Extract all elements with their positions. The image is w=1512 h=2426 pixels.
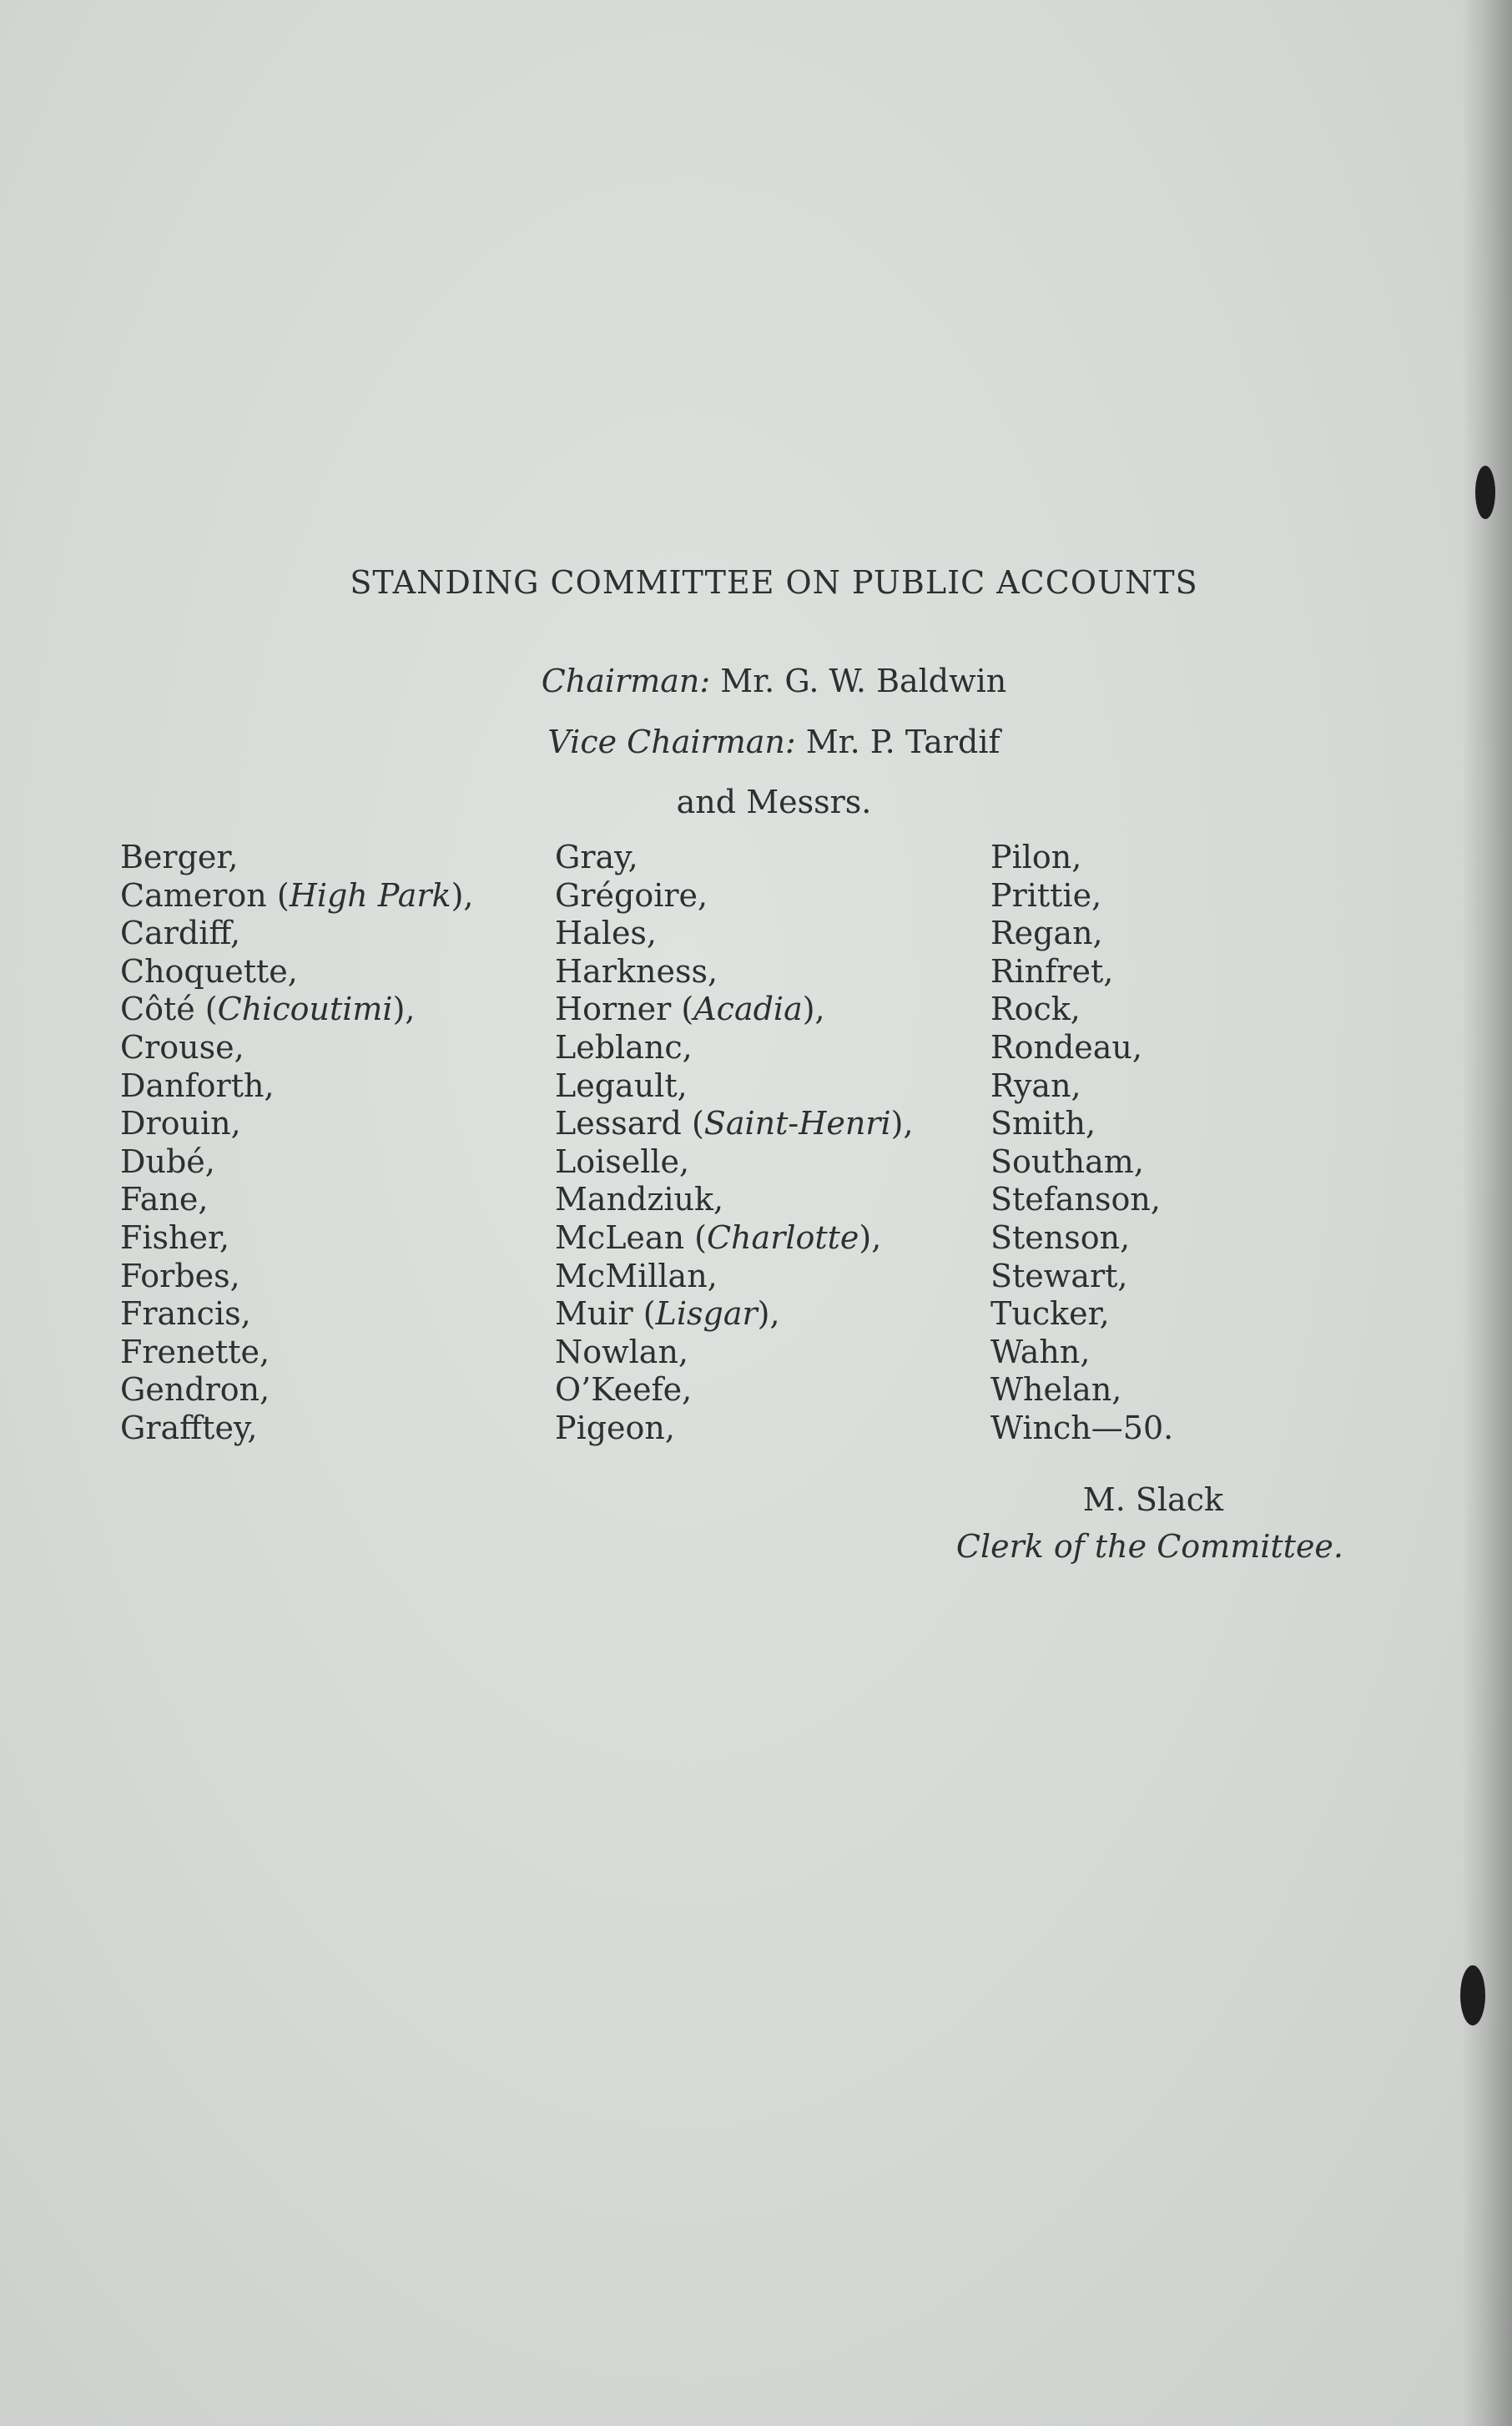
member-entry	[555, 877, 914, 915]
member-entry	[555, 1334, 914, 1372]
members-column-1	[120, 839, 473, 1448]
member-entry	[555, 1067, 914, 1106]
member-name: Mandziuk,	[555, 1181, 724, 1218]
and-messrs: and Messrs.	[676, 784, 872, 820]
member-entry	[555, 915, 914, 953]
vice-chairman-line	[0, 724, 1512, 760]
member-name: Frenette,	[120, 1333, 270, 1370]
member-entry	[990, 991, 1173, 1029]
member-name: Crouse,	[120, 1028, 244, 1066]
member-name: Southam,	[990, 1142, 1144, 1180]
members-column-2	[555, 839, 914, 1448]
member-entry	[120, 839, 473, 877]
member-entry	[120, 1258, 473, 1296]
member-name: Regan,	[990, 915, 1103, 952]
member-name: Horner (	[555, 991, 694, 1028]
member-name: McLean (	[555, 1218, 707, 1256]
member-name: Nowlan,	[555, 1333, 689, 1370]
member-name: Fane,	[120, 1181, 209, 1218]
member-entry	[120, 1219, 473, 1258]
member-entry	[555, 1219, 914, 1258]
member-entry	[555, 1295, 914, 1334]
member-name: McMillan,	[555, 1257, 718, 1294]
member-district: Acadia	[693, 991, 803, 1028]
member-name: Drouin,	[120, 1105, 241, 1142]
member-entry	[120, 1143, 473, 1182]
member-entry	[120, 1067, 473, 1106]
member-entry	[990, 1371, 1173, 1410]
member-district: Chicoutimi	[217, 991, 393, 1028]
member-entry	[555, 1105, 914, 1143]
member-name: Loiselle,	[555, 1142, 690, 1180]
member-name: O’Keefe,	[555, 1371, 693, 1409]
member-entry	[555, 1029, 914, 1067]
member-entry	[555, 1258, 914, 1296]
member-name: Legault,	[555, 1067, 688, 1104]
member-name: Côté (	[120, 991, 218, 1028]
member-entry	[120, 1181, 473, 1219]
clerk-title: Clerk of the Committee.	[955, 1528, 1343, 1565]
member-entry	[120, 1295, 473, 1334]
member-entry	[555, 1181, 914, 1219]
member-district-close: ),	[757, 1295, 780, 1333]
member-entry	[555, 1371, 914, 1410]
member-entry	[555, 1143, 914, 1182]
member-entry	[120, 1334, 473, 1372]
member-entry	[555, 953, 914, 991]
member-name: Stenson,	[990, 1218, 1131, 1256]
member-district: Lisgar	[655, 1295, 758, 1333]
member-district: Charlotte	[706, 1218, 859, 1256]
member-name: Leblanc,	[555, 1028, 693, 1066]
member-name: Ryan,	[990, 1067, 1081, 1104]
member-name: Lessard (	[555, 1105, 704, 1142]
member-entry	[120, 877, 473, 915]
member-district-close: ),	[802, 991, 825, 1028]
member-entry	[990, 877, 1173, 915]
binding-hole-bottom	[1460, 1965, 1485, 2025]
member-name: Cameron (	[120, 876, 290, 914]
member-entry	[555, 839, 914, 877]
chairman-name: Mr. G. W. Baldwin	[720, 663, 1007, 699]
member-entry	[990, 1181, 1173, 1219]
member-name: Rinfret,	[990, 952, 1114, 990]
member-name: Francis,	[120, 1295, 251, 1333]
member-name: Prittie,	[990, 876, 1102, 914]
member-entry	[120, 953, 473, 991]
member-entry	[990, 839, 1173, 877]
member-name: Winch—50.	[990, 1409, 1174, 1446]
member-entry	[120, 1410, 473, 1448]
committee-title: STANDING COMMITTEE ON PUBLIC ACCOUNTS	[350, 564, 1198, 601]
member-name: Muir (	[555, 1295, 656, 1333]
member-entry	[990, 1258, 1173, 1296]
member-name: Rock,	[990, 991, 1081, 1028]
member-name: Smith,	[990, 1105, 1096, 1142]
member-name: Pilon,	[990, 839, 1082, 875]
clerk-name: M. Slack	[1082, 1481, 1223, 1518]
member-entry	[990, 953, 1173, 991]
member-entry	[120, 1371, 473, 1410]
chairman-line	[0, 663, 1512, 699]
vice-chairman-name: Mr. P. Tardif	[805, 724, 1000, 760]
member-district: High Park	[289, 876, 451, 914]
member-name: Whelan,	[990, 1371, 1122, 1409]
vice-chairman-role: Vice Chairman:	[547, 724, 796, 760]
member-entry	[990, 1295, 1173, 1334]
member-name: Wahn,	[990, 1333, 1091, 1370]
member-entry	[555, 1410, 914, 1448]
member-name: Pigeon,	[555, 1409, 675, 1446]
member-entry	[120, 915, 473, 953]
member-name: Fisher,	[120, 1218, 230, 1256]
member-name: Stewart,	[990, 1257, 1128, 1294]
member-entry	[555, 991, 914, 1029]
chairman-role: Chairman:	[541, 663, 711, 699]
member-name: Harkness,	[555, 952, 718, 990]
member-district-close: ),	[890, 1105, 914, 1142]
member-entry	[990, 1410, 1173, 1448]
member-district-close: ),	[859, 1218, 882, 1256]
member-name: Tucker,	[990, 1295, 1110, 1333]
member-name: Rondeau,	[990, 1028, 1142, 1066]
member-name: Grégoire,	[555, 876, 708, 914]
member-entry	[990, 1334, 1173, 1372]
page-edge-shadow	[1462, 0, 1512, 2426]
member-name: Gendron,	[120, 1371, 270, 1409]
member-name: Choquette,	[120, 952, 298, 990]
member-entry	[990, 1105, 1173, 1143]
member-entry	[120, 1105, 473, 1143]
member-entry	[990, 1143, 1173, 1182]
member-name: Grafftey,	[120, 1409, 258, 1446]
member-district-close: ),	[451, 876, 474, 914]
member-district-close: ),	[392, 991, 416, 1028]
member-entry	[990, 1029, 1173, 1067]
member-entry	[990, 915, 1173, 953]
member-name: Stefanson,	[990, 1181, 1161, 1218]
member-entry	[120, 991, 473, 1029]
member-entry	[990, 1219, 1173, 1258]
member-district: Saint-Henri	[703, 1105, 891, 1142]
binding-hole-top	[1475, 466, 1495, 519]
member-entry	[120, 1029, 473, 1067]
members-column-3	[990, 839, 1173, 1448]
member-name: Danforth,	[120, 1067, 275, 1104]
member-entry	[990, 1067, 1173, 1106]
member-name: Berger,	[120, 839, 239, 875]
member-name: Hales,	[555, 915, 658, 952]
member-name: Forbes,	[120, 1257, 240, 1294]
member-name: Dubé,	[120, 1142, 215, 1180]
member-name: Cardiff,	[120, 915, 241, 952]
member-name: Gray,	[555, 839, 638, 875]
